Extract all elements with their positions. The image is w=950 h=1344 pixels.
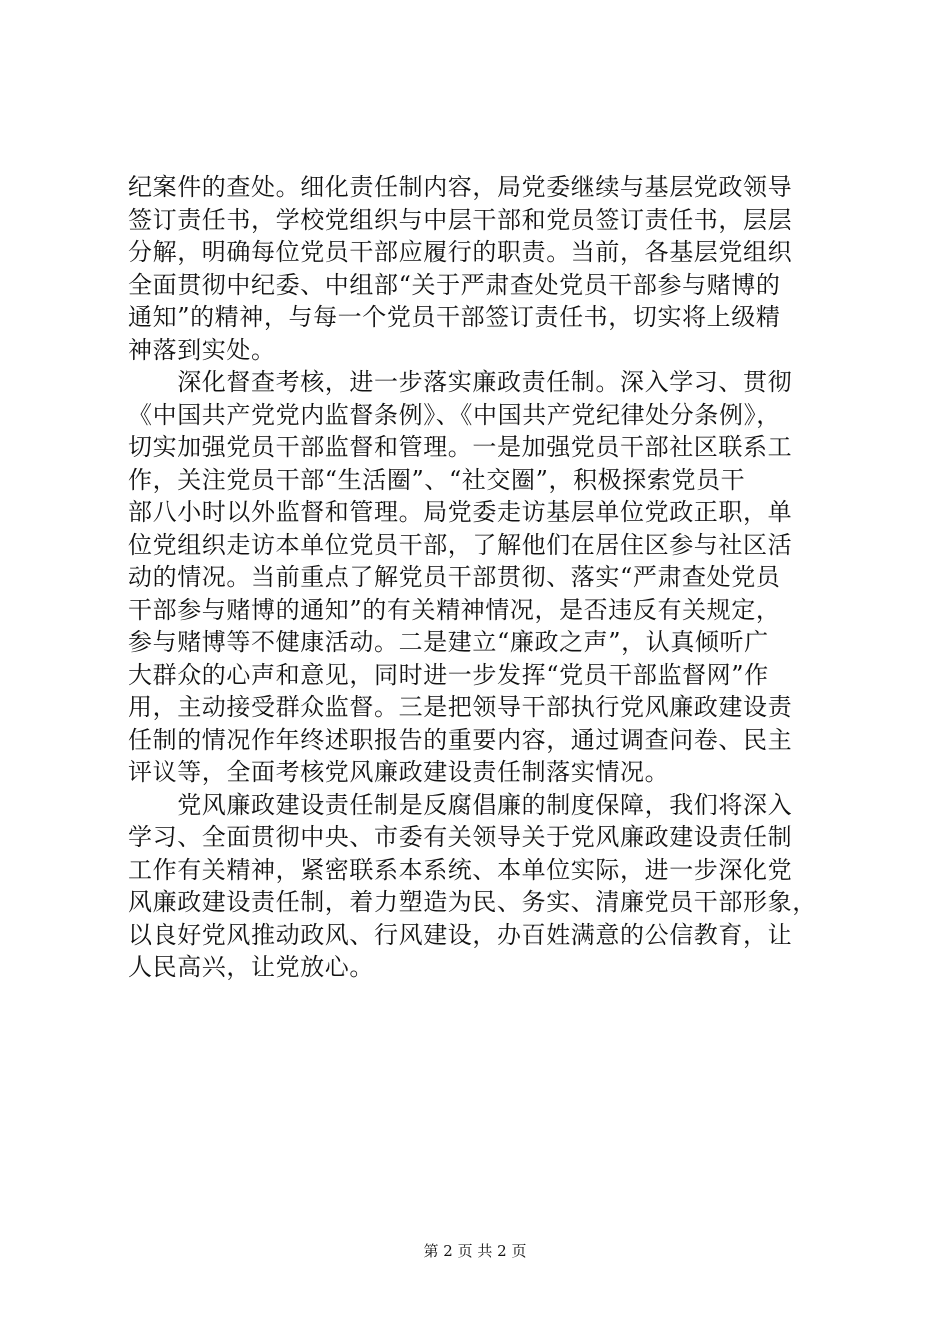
text-line: 纪案件的查处。细化责任制内容，局党委继续与基层党政领导 xyxy=(128,173,793,201)
text-line: 神落到实处。 xyxy=(128,335,276,364)
text-line: 深化督查考核，进一步落实廉政责任制。深入学习、贯彻 xyxy=(128,368,793,396)
text-line: 位党组织走访本单位党员干部，了解他们在居住区参与社区活 xyxy=(128,530,793,559)
text-line: 大群众的心声和意见，同时进一步发挥“党员干部监督网”作 xyxy=(128,660,769,689)
text-line: 作，关注党员干部“生活圈”、“社交圈”，积极探索党员干 xyxy=(128,465,746,494)
text-line: 任制的情况作年终述职报告的重要内容，通过调查问卷、民主 xyxy=(128,725,793,754)
text-line: 《中国共产党党内监督条例》、《中国共产党纪律处分条例》， xyxy=(128,400,781,429)
page-number-footer: 第 2 页 共 2 页 xyxy=(423,1242,527,1260)
text-line: 全面贯彻中纪委、中组部“关于严肃查处党员干部参与赌博的 xyxy=(128,270,781,299)
text-line: 风廉政建设责任制，着力塑造为民、务实、清廉党员干部形象， xyxy=(128,888,817,916)
text-line: 分解，明确每位党员干部应履行的职责。当前，各基层党组织 xyxy=(128,238,793,266)
text-line: 切实加强党员干部监督和管理。一是加强党员干部社区联系工 xyxy=(128,433,793,461)
text-line: 人民高兴，让党放心。 xyxy=(128,953,374,981)
text-line: 签订责任书，学校党组织与中层干部和党员签订责任书，层层 xyxy=(128,205,793,234)
text-line: 动的情况。当前重点了解党员干部贯彻、落实“严肃查处党员 xyxy=(128,563,781,591)
text-line: 评议等，全面考核党风廉政建设责任制落实情况。 xyxy=(128,758,670,786)
document-body xyxy=(128,171,840,984)
text-line: 通知”的精神，与每一个党员干部签订责任书，切实将上级精 xyxy=(128,303,781,331)
text-line: 用，主动接受群众监督。三是把领导干部执行党风廉政建设责 xyxy=(128,693,793,721)
text-line: 学习、全面贯彻中央、市委有关领导关于党风廉政建设责任制 xyxy=(128,823,793,851)
text-line: 干部参与赌博的通知”的有关精神情况，是否违反有关规定， xyxy=(128,595,781,624)
text-line: 党风廉政建设责任制是反腐倡廉的制度保障，我们将深入 xyxy=(128,790,793,819)
text-line: 以良好党风推动政风、行风建设，办百姓满意的公信教育，让 xyxy=(128,920,793,949)
text-line: 参与赌博等不健康活动。二是建立“廉政之声”，认真倾听广 xyxy=(128,628,769,656)
text-line: 工作有关精神，紧密联系本系统、本单位实际，进一步深化党 xyxy=(128,855,793,884)
text-line: 部八小时以外监督和管理。局党委走访基层单位党政正职，单 xyxy=(128,498,793,526)
